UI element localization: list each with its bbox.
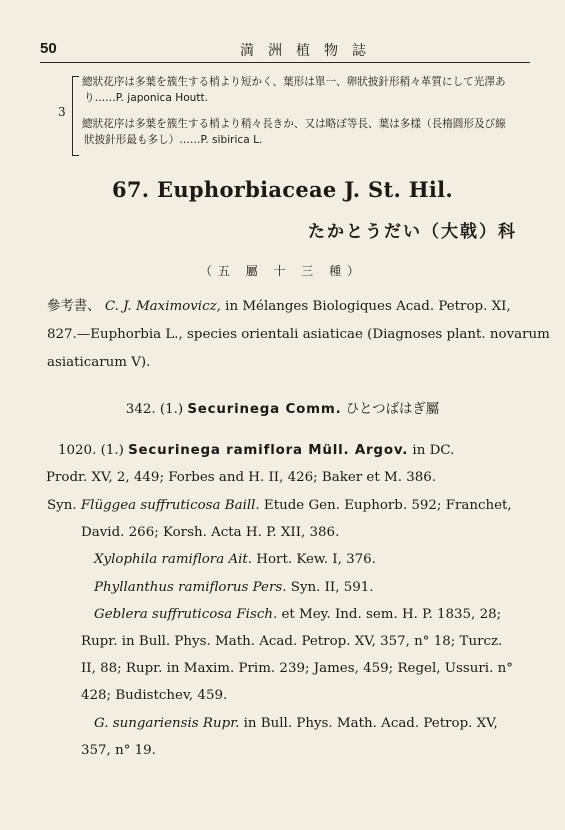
- key-item: [82, 116, 512, 148]
- reference-line: asiaticarum V).: [47, 355, 151, 370]
- synonym-line: [47, 546, 537, 573]
- genus-heading: [0, 398, 565, 417]
- synonym-citation: Hort. Kew. I, 376.: [252, 552, 376, 568]
- species-name: Securinega ramiflora Müll. Argov.: [128, 443, 409, 458]
- key-line: り……P. japonica Houtt.: [84, 92, 209, 104]
- synonym-line: [47, 574, 537, 601]
- synonym-name: Geblera suffruticosa Fisch.: [94, 606, 278, 622]
- synonym-name: Flüggea suffruticosa Baill.: [80, 498, 260, 513]
- species-entry: [46, 437, 528, 491]
- synonym-name: G. sungariensis Rupr.: [94, 715, 240, 731]
- genus-japanese-name: ひとつばはぎ屬: [345, 402, 440, 417]
- species-line: Prodr. XV, 2, 449; Forbes and H. II, 426; Baker et M. 386.: [46, 470, 437, 485]
- synonym-line: David. 266; Korsh. Acta H. P. XII, 386.: [81, 525, 340, 541]
- page-number: 50: [40, 40, 57, 57]
- synonym-citation: Syn. II, 591.: [286, 579, 374, 595]
- synonym-citation: Etude Gen. Euphorb. 592; Franchet,: [259, 498, 512, 513]
- page-header: [40, 40, 530, 62]
- synonym-line: Rupr. in Bull. Phys. Math. Acad. Petrop. XV, 357, n° 18; Turcz.: [81, 634, 503, 650]
- synonym-name: Phyllanthus ramiflorus Pers.: [94, 579, 287, 595]
- synonym-line: 428; Budistchev, 459.: [81, 688, 228, 704]
- synonym-line: [47, 601, 537, 628]
- genera-count: （五 屬 十 三 種）: [199, 264, 366, 278]
- header-rule: [40, 62, 530, 63]
- synonym-line: 357, n° 19.: [81, 742, 156, 758]
- species-number: 1020. (1.): [58, 443, 124, 458]
- key-line: 總狀花序は多葉を簇生する梢より短かく、葉形は單一、卵狀披針形稍々革質にして光澤あ: [82, 76, 506, 88]
- species-line: [58, 437, 528, 464]
- synonym-line: II, 88; Rupr. in Maxim. Prim. 239; James, 459; Regel, Ussuri. n°: [81, 661, 513, 677]
- family-japanese-name: たかとうだい（大戟）科: [308, 222, 517, 242]
- key-brace: [72, 76, 79, 156]
- reference-line: [47, 293, 525, 321]
- synonym-label: Syn.: [47, 498, 77, 513]
- family-title: 67. Euphorbiaceae J. St. Hil.: [111, 177, 454, 202]
- synonym-name: Xylophila ramiflora Ait.: [94, 552, 253, 568]
- identification-key: [58, 72, 518, 162]
- key-number: 3: [58, 105, 66, 119]
- species-citation: in DC.: [408, 443, 455, 458]
- genus-name: Securinega Comm.: [187, 402, 342, 417]
- genus-number: 342. (1.): [125, 402, 184, 417]
- reference-text: in Mélanges Biologiques Acad. Petrop. XI,: [220, 299, 511, 314]
- key-line: 狀披針形最も多し）……P. sibirica L.: [84, 134, 263, 146]
- reference-paragraph: [47, 293, 550, 377]
- synonym-line: [47, 492, 537, 519]
- synonym-citation: et Mey. Ind. sem. H. P. 1835, 28;: [277, 606, 502, 622]
- key-item: [82, 74, 512, 106]
- key-line: 總狀花序は多葉を簇生する梢より稍々長きか、又は略ぼ等長、葉は多樣（長楕圓形及び線: [82, 118, 506, 130]
- reference-label: 參考書、: [47, 299, 101, 314]
- synonym-citation: in Bull. Phys. Math. Acad. Petrop. XV,: [239, 715, 498, 731]
- reference-line: 827.—Euphorbia L., species orientali asiaticae (Diagnoses plant. novarum: [47, 327, 550, 342]
- synonym-list: [47, 492, 537, 764]
- reference-author: C. J. Maximovicz,: [104, 299, 221, 314]
- synonym-line: [47, 710, 537, 737]
- running-head: 満洲植物誌: [240, 43, 380, 59]
